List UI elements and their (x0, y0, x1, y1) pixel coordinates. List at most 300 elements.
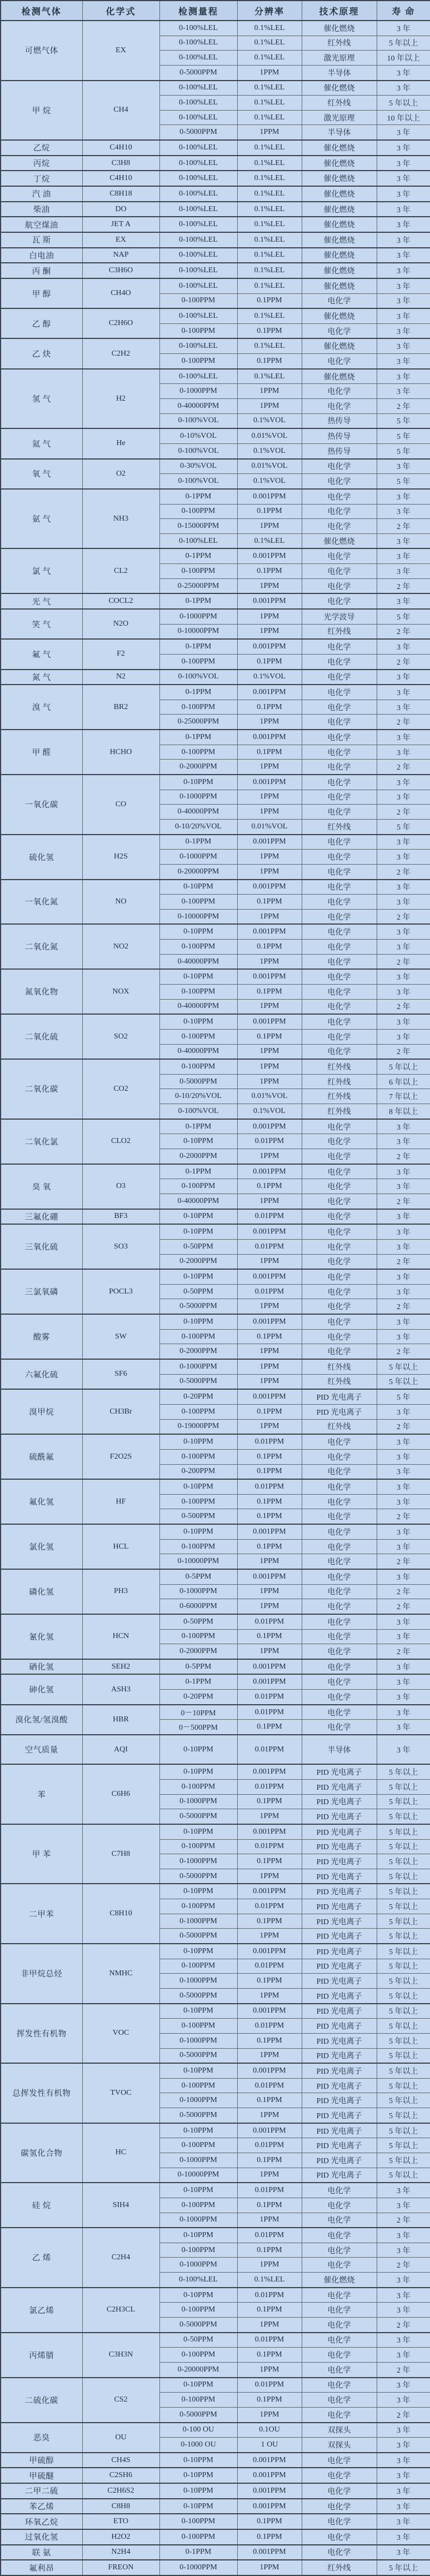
life-cell: 3 年 (377, 323, 430, 338)
table-row (1, 2453, 430, 2468)
life-cell: 3 年 (377, 730, 430, 745)
table-row (1, 186, 430, 202)
formula-cell: N2 (82, 670, 159, 685)
range-cell: 0-1PPM (159, 593, 237, 609)
gas-name-cell: 航空煤油 (1, 217, 82, 232)
formula-cell: C2H6O (82, 308, 159, 338)
resolution-cell: 1PPM (237, 999, 302, 1014)
resolution-cell: 0.01%VOL (237, 819, 302, 834)
resolution-cell: 1PPM (237, 2318, 302, 2333)
gas-name-cell: 柴油 (1, 202, 82, 217)
formula-cell: CO2 (82, 1059, 159, 1119)
life-cell: 5 年以上 (377, 1779, 430, 1794)
range-cell: 0-5000PPM (159, 2407, 237, 2422)
resolution-cell: 0.1PPM (237, 700, 302, 715)
tech-cell: 电化学 (302, 1554, 377, 1569)
resolution-cell: 0.001PPM (237, 639, 302, 654)
gas-name-cell: 乙烷 (1, 140, 82, 156)
table-row (1, 835, 430, 850)
range-cell: 0-10PPM (159, 1314, 237, 1329)
tech-cell: PID 光电离子 (302, 2033, 377, 2048)
resolution-cell: 0.01PPM (237, 2019, 302, 2034)
table-row (1, 156, 430, 171)
resolution-cell: 0.1OU (237, 2423, 302, 2438)
table-row (1, 81, 430, 96)
life-cell: 3 年 (377, 790, 430, 805)
life-cell: 3 年 (377, 21, 430, 36)
life-cell: 3 年 (377, 1659, 430, 1675)
life-cell: 3 年 (377, 2514, 430, 2529)
tech-cell: 电化学 (302, 519, 377, 534)
resolution-cell: 1PPM (237, 1074, 302, 1089)
resolution-cell: 0.1%VOL (237, 413, 302, 428)
range-cell: 0－500PPM (159, 1720, 237, 1735)
tech-cell: 电化学 (302, 2499, 377, 2514)
tech-cell: 电化学 (302, 1674, 377, 1689)
range-cell: 0-100%LEL (159, 96, 237, 111)
life-cell: 5 年以上 (377, 1809, 430, 1824)
tech-cell: 红外线 (302, 1074, 377, 1089)
tech-cell: 电化学 (302, 1209, 377, 1225)
resolution-cell: 0.01PPM (237, 2288, 302, 2303)
resolution-cell: 0.1%LEL (237, 248, 302, 263)
header-resolution: 分辨率 (237, 1, 302, 21)
gas-name-cell: 氢 气 (1, 369, 82, 429)
range-cell: 0-50PPM (159, 1284, 237, 1299)
range-cell: 0-25000PPM (159, 578, 237, 593)
resolution-cell: 0.1%LEL (237, 308, 302, 323)
gas-name-cell: 白电油 (1, 248, 82, 263)
life-cell: 7 年以上 (377, 1089, 430, 1104)
life-cell: 2 年 (377, 1044, 430, 1059)
life-cell: 3 年 (377, 489, 430, 504)
tech-cell: 半导体 (302, 125, 377, 140)
table-row (1, 369, 430, 384)
table-row (1, 1614, 430, 1629)
resolution-cell: 0.01PPM (237, 1134, 302, 1149)
resolution-cell: 0.01PPM (237, 1959, 302, 1974)
life-cell: 5 年以上 (377, 1869, 430, 1884)
range-cell: 0-5000PPM (159, 1074, 237, 1089)
life-cell: 3 年 (377, 1239, 430, 1254)
gas-name-cell: 二甲苯 (1, 1884, 82, 1944)
tech-cell: 热传导 (302, 413, 377, 428)
life-cell: 3 年 (377, 745, 430, 760)
tech-cell: 催化燃烧 (302, 263, 377, 278)
life-cell: 2 年 (377, 1344, 430, 1359)
life-cell: 5 年以上 (377, 1794, 430, 1809)
life-cell: 2 年 (377, 1254, 430, 1269)
range-cell: 0-10PPM (159, 1524, 237, 1539)
formula-cell: BR2 (82, 685, 159, 730)
gas-name-cell: 乙 炔 (1, 338, 82, 368)
range-cell: 0-100%VOL (159, 474, 237, 489)
resolution-cell: 0.1PPM (237, 2093, 302, 2108)
resolution-cell: 1PPM (237, 909, 302, 924)
range-cell: 0-6000PPM (159, 1599, 237, 1614)
range-cell: 0-10PPM (159, 2183, 237, 2198)
resolution-cell: 1PPM (237, 125, 302, 140)
resolution-cell: 0.001PPM (237, 2545, 302, 2560)
formula-cell: C2H2 (82, 338, 159, 368)
gas-name-cell: 硫酰氟 (1, 1434, 82, 1479)
table-row (1, 2333, 430, 2348)
range-cell: 0-10PPM (159, 1884, 237, 1899)
life-cell: 2 年 (377, 2213, 430, 2228)
resolution-cell: 0.1%VOL (237, 474, 302, 489)
header-formula: 化学式 (82, 1, 159, 21)
range-cell: 0-1000PPM (159, 1359, 237, 1374)
range-cell: 0-50PPM (159, 1614, 237, 1629)
tech-cell: 电化学 (302, 459, 377, 474)
resolution-cell: 0.1PPM (237, 1509, 302, 1524)
table-row (1, 609, 430, 624)
life-cell: 3 年 (377, 2333, 430, 2348)
table-row (1, 278, 430, 293)
range-cell: 0-10PPM (159, 1735, 237, 1764)
tech-cell: 双探头 (302, 2438, 377, 2453)
table-row (1, 489, 430, 504)
range-cell: 0-1PPM (159, 835, 237, 850)
resolution-cell: 0.001PPM (237, 2123, 302, 2138)
gas-name-cell: 溴甲烷 (1, 1389, 82, 1434)
life-cell: 6 年以上 (377, 1074, 430, 1089)
resolution-cell: 1PPM (237, 1299, 302, 1314)
range-cell: 0-100%LEL (159, 202, 237, 217)
formula-cell: C3H8 (82, 156, 159, 171)
life-cell: 3 年 (377, 895, 430, 910)
life-cell: 3 年 (377, 1524, 430, 1539)
gas-name-cell: 丁烷 (1, 171, 82, 186)
resolution-cell: 1PPM (237, 2168, 302, 2183)
resolution-cell: 0.1%LEL (237, 202, 302, 217)
range-cell: 0-100PPM (159, 940, 237, 955)
table-row (1, 1389, 430, 1404)
life-cell: 3 年 (377, 186, 430, 202)
range-cell: 0-1PPM (159, 2545, 237, 2560)
life-cell: 3 年 (377, 1494, 430, 1509)
resolution-cell: 0.1%LEL (237, 21, 302, 36)
gas-name-cell: 甲 苯 (1, 1824, 82, 1884)
tech-cell: PID 光电离子 (302, 1404, 377, 1419)
life-cell: 3 年 (377, 670, 430, 685)
tech-cell: 电化学 (302, 293, 377, 308)
life-cell: 2 年 (377, 1509, 430, 1524)
range-cell: 0-5000PPM (159, 125, 237, 140)
tech-cell: 半导体 (302, 65, 377, 80)
resolution-cell: 0.01PPM (237, 2138, 302, 2153)
resolution-cell: 0.1%LEL (237, 263, 302, 278)
range-cell: 0-100PPM (159, 1449, 237, 1464)
tech-cell: 电化学 (302, 1044, 377, 1059)
resolution-cell: 0.1PPM (237, 354, 302, 369)
resolution-cell: 1PPM (237, 805, 302, 820)
tech-cell: 激光原理 (302, 110, 377, 125)
table-row (1, 263, 430, 278)
resolution-cell: 0.001PPM (237, 1764, 302, 1779)
life-cell: 3 年 (377, 639, 430, 654)
table-row (1, 2483, 430, 2499)
tech-cell: 电化学 (302, 2288, 377, 2303)
life-cell: 3 年 (377, 354, 430, 369)
life-cell: 3 年 (377, 564, 430, 579)
resolution-cell: 0.01PPM (237, 2078, 302, 2093)
gas-name-cell: 甲 烷 (1, 81, 82, 141)
range-cell: 0-40000PPM (159, 954, 237, 969)
tech-cell: 催化燃烧 (302, 232, 377, 248)
formula-cell: C7H8 (82, 1824, 159, 1884)
tech-cell: 电化学 (302, 1134, 377, 1149)
tech-cell: 电化学 (302, 1254, 377, 1269)
tech-cell: 催化燃烧 (302, 2273, 377, 2288)
resolution-cell: 0.001PPM (237, 1944, 302, 1959)
table-row (1, 2560, 430, 2575)
tech-cell: 电化学 (302, 924, 377, 939)
tech-cell: PID 光电离子 (302, 2153, 377, 2168)
range-cell: 0-100%LEL (159, 156, 237, 171)
formula-cell: CH4S (82, 2453, 159, 2468)
tech-cell: 电化学 (302, 1269, 377, 1284)
resolution-cell: 0.01%VOL (237, 428, 302, 443)
resolution-cell: 0.01PPM (237, 1899, 302, 1914)
tech-cell: PID 光电离子 (302, 1959, 377, 1974)
life-cell: 2 年 (377, 1419, 430, 1434)
gas-name-cell: 溴 气 (1, 685, 82, 730)
tech-cell: 电化学 (302, 909, 377, 924)
resolution-cell: 0.1PPM (237, 745, 302, 760)
gas-name-cell: 甲 醛 (1, 730, 82, 775)
gas-name-cell: 氟利昂 (1, 2560, 82, 2575)
tech-cell: 电化学 (302, 1509, 377, 1524)
resolution-cell: 0.1%LEL (237, 96, 302, 111)
range-cell: 0-100PPM (159, 1029, 237, 1044)
tech-cell: 电化学 (302, 760, 377, 775)
range-cell: 0-25000PPM (159, 715, 237, 730)
range-cell: 0-10PPM (159, 969, 237, 984)
tech-cell: 电化学 (302, 2514, 377, 2529)
formula-cell: EX (82, 21, 159, 81)
tech-cell: 电化学 (302, 1539, 377, 1554)
range-cell: 0-1000PPM (159, 2093, 237, 2108)
resolution-cell: 0.1PPM (237, 1720, 302, 1735)
formula-cell: SO2 (82, 1014, 159, 1059)
resolution-cell: 0.1PPM (237, 2529, 302, 2545)
tech-cell: 电化学 (302, 1014, 377, 1029)
resolution-cell: 0.001PPM (237, 2063, 302, 2078)
resolution-cell: 0.1PPM (237, 1974, 302, 1989)
table-row (1, 459, 430, 474)
life-cell: 3 年 (377, 1164, 430, 1179)
formula-cell: VOC (82, 2004, 159, 2064)
resolution-cell: 0.1PPM (237, 654, 302, 669)
range-cell: 0-2000PPM (159, 1254, 237, 1269)
range-cell: 0-40000PPM (159, 399, 237, 414)
table-row (1, 880, 430, 895)
range-cell: 0-5PPM (159, 1569, 237, 1584)
resolution-cell: 0.1PPM (237, 1854, 302, 1869)
resolution-cell: 0.01PPM (237, 1479, 302, 1494)
resolution-cell: 0.001PPM (237, 1884, 302, 1899)
gas-name-cell: 总挥发性有机物 (1, 2063, 82, 2123)
life-cell: 10 年以上 (377, 51, 430, 66)
tech-cell: 电化学 (302, 1299, 377, 1314)
resolution-cell: 0.001PPM (237, 1269, 302, 1284)
formula-cell: CH4O (82, 278, 159, 308)
formula-cell: SO3 (82, 1224, 159, 1269)
life-cell: 3 年 (377, 2499, 430, 2514)
resolution-cell: 0.1%LEL (237, 278, 302, 293)
gas-name-cell: 二氧化氮 (1, 924, 82, 969)
tech-cell: 电化学 (302, 880, 377, 895)
range-cell: 0-100PPM (159, 2198, 237, 2213)
life-cell: 2 年 (377, 1149, 430, 1164)
table-row (1, 2514, 430, 2529)
tech-cell: 电化学 (302, 1344, 377, 1359)
range-cell: 0-10PPM (159, 1944, 237, 1959)
formula-cell: JET A (82, 217, 159, 232)
formula-cell: NO2 (82, 924, 159, 969)
resolution-cell: 0.1%LEL (237, 2273, 302, 2288)
table-row (1, 1014, 430, 1029)
resolution-cell: 1PPM (237, 864, 302, 879)
tech-cell: 红外线 (302, 1089, 377, 1104)
resolution-cell: 1PPM (237, 1374, 302, 1389)
range-cell: 0-1000PPM (159, 1584, 237, 1599)
resolution-cell: 1PPM (237, 1988, 302, 2003)
resolution-cell: 0.01PPM (237, 1779, 302, 1794)
range-cell: 0-10PPM (159, 1209, 237, 1225)
range-cell: 0-1000PPM (159, 850, 237, 865)
gas-name-cell: 氰化氢 (1, 1614, 82, 1659)
tech-cell: 电化学 (302, 1479, 377, 1494)
life-cell: 3 年 (377, 202, 430, 217)
formula-cell: NOX (82, 969, 159, 1014)
life-cell: 3 年 (377, 2545, 430, 2560)
range-cell: 0-100PPM (159, 1329, 237, 1344)
life-cell: 5 年 (377, 443, 430, 458)
gas-name-cell: 氯 气 (1, 548, 82, 593)
tech-cell: 电化学 (302, 1224, 377, 1239)
tech-cell: 电化学 (302, 2362, 377, 2377)
range-cell: 0-50PPM (159, 1239, 237, 1254)
table-row (1, 1269, 430, 1284)
tech-cell: 电化学 (302, 1494, 377, 1509)
life-cell: 3 年 (377, 65, 430, 80)
range-cell: 0-10000PPM (159, 624, 237, 639)
range-cell: 0-100PPM (159, 895, 237, 910)
tech-cell: 电化学 (302, 564, 377, 579)
range-cell: 0-10PPM (159, 2499, 237, 2514)
range-cell: 0-10PPM (159, 1434, 237, 1449)
formula-cell: PH3 (82, 1569, 159, 1614)
range-cell: 0-20PPM (159, 1389, 237, 1404)
tech-cell: 电化学 (302, 323, 377, 338)
life-cell: 3 年 (377, 850, 430, 865)
range-cell: 0-100PPM (159, 2243, 237, 2258)
resolution-cell: 0.1PPM (237, 1794, 302, 1809)
tech-cell: 电化学 (302, 2529, 377, 2545)
life-cell: 2 年 (377, 399, 430, 414)
gas-name-cell: 磷化氢 (1, 1569, 82, 1614)
range-cell: 0-10PPM (159, 775, 237, 790)
range-cell: 0-10/20%VOL (159, 1089, 237, 1104)
tech-cell: 催化燃烧 (302, 248, 377, 263)
resolution-cell: 0.1PPM (237, 940, 302, 955)
range-cell: 0-5000PPM (159, 65, 237, 80)
range-cell: 0-100%LEL (159, 533, 237, 548)
tech-cell: 电化学 (302, 1329, 377, 1344)
range-cell: 0-1PPM (159, 489, 237, 504)
life-cell: 3 年 (377, 880, 430, 895)
resolution-cell: 0.001PPM (237, 2468, 302, 2483)
gas-name-cell: 氨 气 (1, 489, 82, 549)
life-cell: 5 年以上 (377, 1824, 430, 1839)
life-cell: 3 年 (377, 384, 430, 399)
table-row (1, 202, 430, 217)
resolution-cell: 0.001PPM (237, 2499, 302, 2514)
life-cell: 2 年 (377, 2318, 430, 2333)
life-cell: 3 年 (377, 1134, 430, 1149)
life-cell: 5 年以上 (377, 36, 430, 51)
range-cell: 0-100%LEL (159, 51, 237, 66)
life-cell: 5 年以上 (377, 1929, 430, 1944)
range-cell: 0-100 OU (159, 2423, 237, 2438)
resolution-cell: 1PPM (237, 1419, 302, 1434)
formula-cell: C8H18 (82, 186, 159, 202)
resolution-cell: 0.01PPM (237, 1239, 302, 1254)
tech-cell: 电化学 (302, 639, 377, 654)
resolution-cell: 1PPM (237, 760, 302, 775)
gas-name-cell: 氮 气 (1, 670, 82, 685)
formula-cell: O2 (82, 459, 159, 489)
life-cell: 3 年 (377, 2303, 430, 2318)
life-cell: 3 年 (377, 1179, 430, 1194)
resolution-cell: 0.1%LEL (237, 81, 302, 96)
header-gas: 检测气体 (1, 1, 82, 21)
range-cell: 0-10PPM (159, 1014, 237, 1029)
formula-cell: SF6 (82, 1359, 159, 1389)
range-cell: 0-100PPM (159, 293, 237, 308)
life-cell: 5 年以上 (377, 1914, 430, 1929)
range-cell: 0-100%VOL (159, 1104, 237, 1119)
resolution-cell: 0.01PPM (237, 1614, 302, 1629)
resolution-cell: 1PPM (237, 1359, 302, 1374)
life-cell: 3 年 (377, 2438, 430, 2453)
formula-cell: NMHC (82, 1944, 159, 2004)
life-cell: 3 年 (377, 940, 430, 955)
life-cell: 3 年 (377, 2228, 430, 2243)
tech-cell: 电化学 (302, 685, 377, 700)
formula-cell: C3H6O (82, 263, 159, 278)
formula-cell: C2SH6 (82, 2468, 159, 2483)
life-cell: 5 年以上 (377, 2033, 430, 2048)
tech-cell: 红外线 (302, 1419, 377, 1434)
gas-name-cell: 一氧化碳 (1, 775, 82, 835)
formula-cell: SEH2 (82, 1659, 159, 1675)
table-row (1, 2499, 430, 2514)
range-cell: 0-100%LEL (159, 369, 237, 384)
range-cell: 0-1000PPM (159, 1914, 237, 1929)
tech-cell: 红外线 (302, 96, 377, 111)
resolution-cell: 0.1%LEL (237, 110, 302, 125)
tech-cell: 电化学 (302, 1164, 377, 1179)
gas-name-cell: 溴化氢/氢溴酸 (1, 1705, 82, 1735)
range-cell: 0-100%LEL (159, 186, 237, 202)
table-row (1, 1119, 430, 1134)
gas-name-cell: 氟 气 (1, 639, 82, 669)
range-cell: 0-1000PPM (159, 1974, 237, 1989)
life-cell: 3 年 (377, 2243, 430, 2258)
